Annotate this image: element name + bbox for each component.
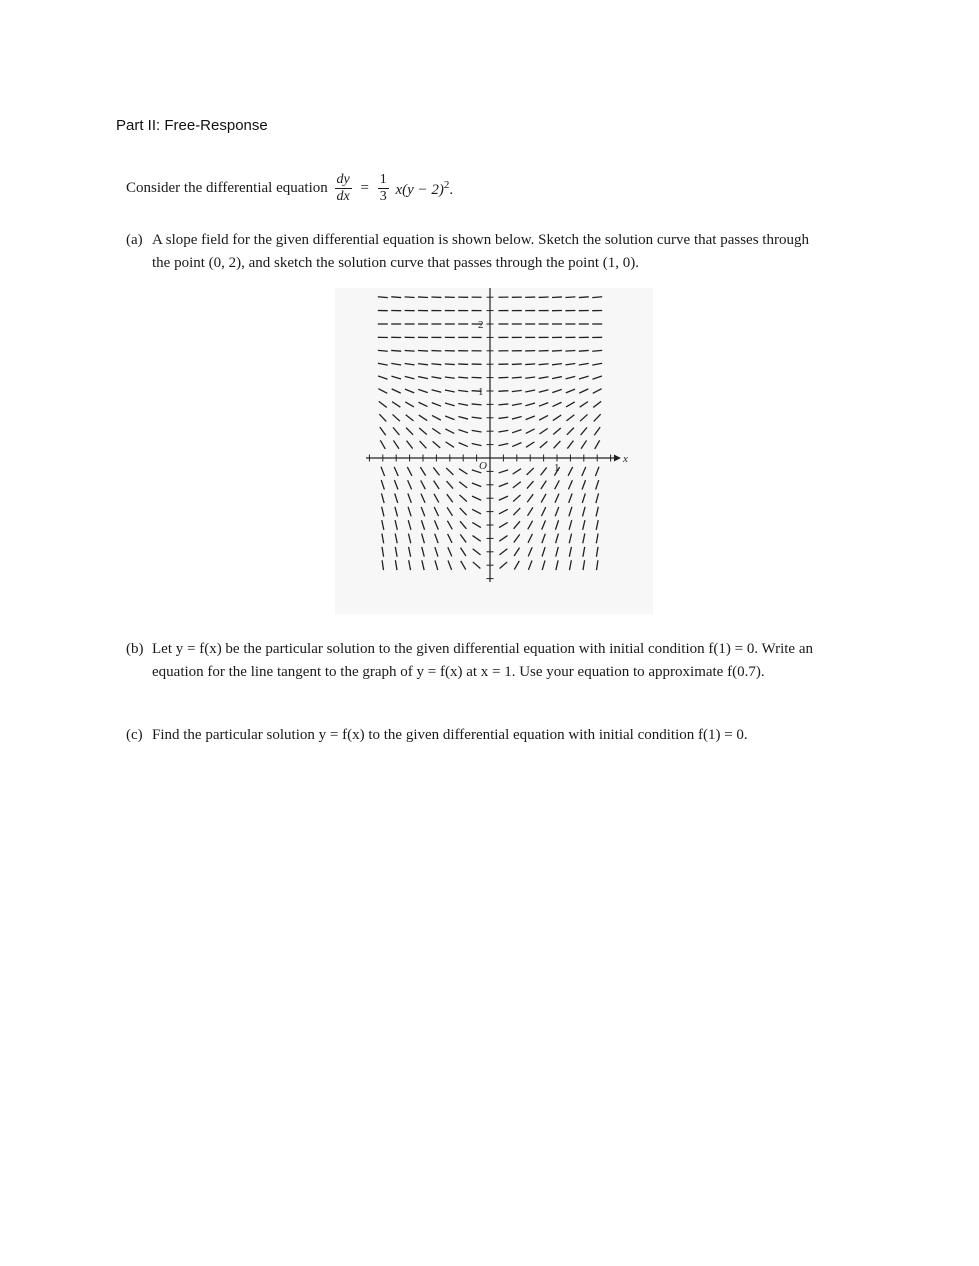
slope-segment [391, 350, 401, 351]
part-a-text: A slope field for the given differential equation is shown below. Sketch the solution curve that passes through the point (0, 2), and sketch the solution curve that passes through the point (1, 0). [152, 232, 809, 271]
slope-segment [391, 297, 401, 298]
equals-sign: = [360, 180, 369, 196]
coefficient-numerator: 1 [379, 172, 387, 187]
slope-segment [565, 297, 575, 298]
derivative-denominator: dx [336, 189, 350, 204]
slope-segment [405, 297, 415, 298]
slope-segment [458, 377, 468, 378]
part-c-text: Find the particular solution y = f(x) to the given differential equation with initial condition f(1) = 0. [152, 727, 748, 743]
derivative-fraction [335, 172, 352, 205]
origin-label: O [479, 460, 487, 472]
part-b-label: (b) [126, 641, 144, 657]
problem-intro [126, 172, 453, 205]
slope-segment [405, 350, 415, 351]
slope-segment [378, 350, 388, 351]
slope-segment [378, 297, 388, 298]
slope-segment [565, 350, 575, 351]
x-tick-label: 1 [554, 462, 560, 474]
derivative-numerator: dy [336, 172, 350, 187]
slope-segment [579, 297, 589, 298]
slope-segment [418, 297, 428, 298]
part-a [126, 229, 826, 275]
slope-segment [552, 351, 562, 352]
y-tick-label: 2 [478, 319, 484, 331]
rhs-exponent: 2 [443, 178, 450, 191]
slope-segment [498, 391, 508, 392]
section-title: Part II: Free-Response [116, 117, 268, 134]
part-c-label: (c) [126, 727, 143, 743]
rhs-expression: x(y − 2) [395, 181, 444, 198]
slope-segment [552, 297, 562, 298]
slope-segment [592, 297, 602, 298]
slope-segment [592, 350, 602, 351]
equation-rhs [395, 178, 454, 198]
slope-field-figure [335, 288, 653, 614]
slope-field-chart [335, 288, 653, 614]
slope-segment [418, 351, 428, 352]
y-tick-label: 1 [478, 386, 484, 398]
x-axis-label: x [622, 453, 628, 465]
slope-segment [579, 350, 589, 351]
slope-segment [525, 364, 535, 365]
part-b-text: Let y = f(x) be the particular solution to the given differential equation with initial condition f(1) = 0. Write an equation for the line tangent to the graph of y = f(x) at x = 1. Use your equation to approximate f(0.7). [152, 641, 813, 680]
part-a-label: (a) [126, 232, 143, 248]
intro-lead: Consider the differential equation [126, 180, 328, 196]
slope-segment [512, 377, 522, 378]
coefficient-fraction [378, 172, 389, 205]
slope-segment [445, 364, 455, 365]
part-c [126, 724, 826, 747]
intro-period: . [449, 181, 454, 198]
part-b [126, 638, 826, 684]
coefficient-denominator: 3 [379, 189, 387, 204]
